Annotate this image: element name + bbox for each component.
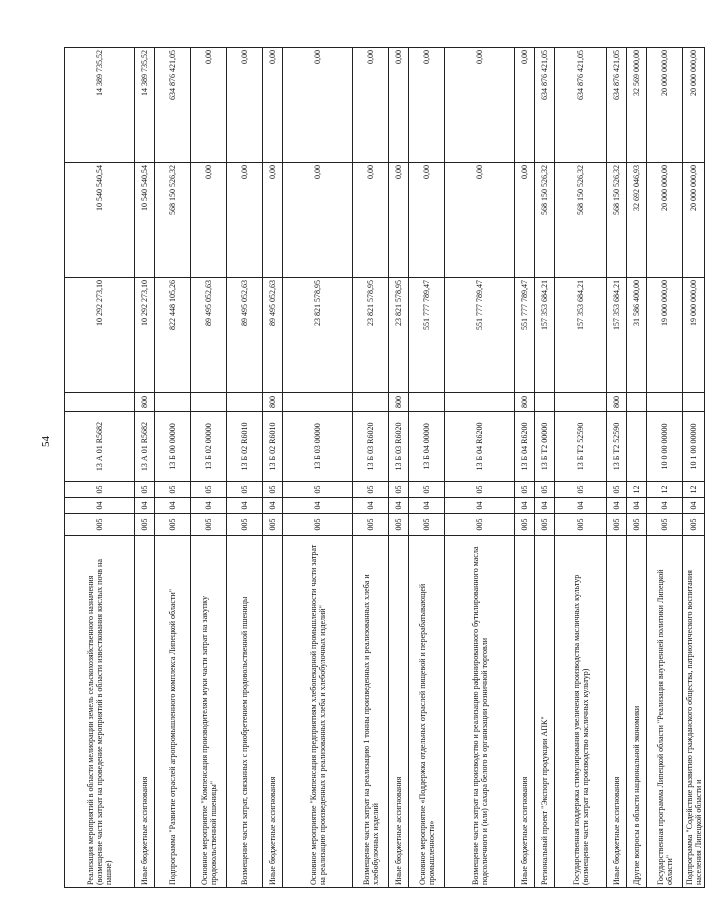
table-row: [647, 48, 683, 888]
table-row: [263, 48, 283, 888]
razdel-cell: 04: [135, 498, 155, 514]
amount-year2-cell: 32 692 046,93: [627, 163, 647, 278]
row-name-cell: Подпрограмма "Развитие отраслей агропромышленного комплекса Липецкой области": [155, 536, 191, 888]
table-row: [135, 48, 155, 888]
target-article-cell: 13 Б 02 00000: [191, 412, 227, 482]
razdel-cell: 04: [515, 498, 535, 514]
amount-year1-cell: 23 821 578,95: [283, 278, 353, 393]
amount-year1-cell: 19 000 000,00: [683, 278, 705, 393]
table-row: [389, 48, 409, 888]
row-name-cell: Основное мероприятие "Компенсация производителям муки части затрат на закупку продовольственной пшеницы": [191, 536, 227, 888]
amount-year2-cell: 0,00: [353, 163, 389, 278]
razdel-cell: 04: [409, 498, 445, 514]
expense-type-cell: [191, 393, 227, 412]
podrazdel-cell: 05: [155, 482, 191, 498]
glava-cell: 005: [389, 514, 409, 536]
expense-type-cell: [65, 393, 135, 412]
amount-year3-cell: 0,00: [445, 48, 515, 163]
amount-year3-cell: 32 569 000,00: [627, 48, 647, 163]
target-article-cell: 10 0 00 00000: [647, 412, 683, 482]
amount-year1-cell: 23 821 578,95: [389, 278, 409, 393]
razdel-cell: 04: [647, 498, 683, 514]
amount-year1-cell: 157 353 684,21: [535, 278, 555, 393]
podrazdel-cell: 05: [135, 482, 155, 498]
amount-year1-cell: 19 000 000,00: [647, 278, 683, 393]
amount-year1-cell: 551 777 789,47: [445, 278, 515, 393]
amount-year1-cell: 157 353 684,21: [555, 278, 607, 393]
amount-year3-cell: 0,00: [283, 48, 353, 163]
expense-type-cell: [353, 393, 389, 412]
podrazdel-cell: 05: [555, 482, 607, 498]
row-name-cell: Возмещение части затрат на производство и реализацию рафинированного бутилированного масла подсолнечного и (или) сахара белого в организации розничной торговли: [445, 536, 515, 888]
razdel-cell: 04: [389, 498, 409, 514]
expense-type-cell: 800: [607, 393, 627, 412]
row-name-cell: Другие вопросы в области национальной экономики: [627, 536, 647, 888]
glava-cell: 005: [607, 514, 627, 536]
row-name-cell: Государственная программа Липецкой области "Реализация внутренней политики Липецкой области": [647, 536, 683, 888]
row-name-cell: Иные бюджетные ассигнования: [607, 536, 627, 888]
target-article-cell: 13 Б 03 R6020: [353, 412, 389, 482]
table-row: [607, 48, 627, 888]
target-article-cell: [627, 412, 647, 482]
row-name-cell: Возмещение части затрат на реализацию 1 тонны произведенных и реализованных хлеба и хлебобулочных изделий: [353, 536, 389, 888]
expense-type-cell: [555, 393, 607, 412]
glava-cell: 005: [555, 514, 607, 536]
glava-cell: 005: [155, 514, 191, 536]
amount-year2-cell: 0,00: [389, 163, 409, 278]
row-name-cell: Иные бюджетные ассигнования: [263, 536, 283, 888]
razdel-cell: 04: [155, 498, 191, 514]
podrazdel-cell: 12: [627, 482, 647, 498]
table-row: [283, 48, 353, 888]
row-name-cell: Иные бюджетные ассигнования: [135, 536, 155, 888]
amount-year3-cell: 0,00: [263, 48, 283, 163]
razdel-cell: 04: [535, 498, 555, 514]
table-row: [515, 48, 535, 888]
table-row: [227, 48, 263, 888]
expense-type-cell: 800: [135, 393, 155, 412]
target-article-cell: 13 А 01 R5682: [135, 412, 155, 482]
amount-year1-cell: 551 777 789,47: [409, 278, 445, 393]
table-row: [155, 48, 191, 888]
amount-year1-cell: 551 777 789,47: [515, 278, 535, 393]
amount-year3-cell: 634 876 421,05: [155, 48, 191, 163]
row-name-cell: Возмещение части затрат, связанных с приобретением продовольственной пшеницы: [227, 536, 263, 888]
expense-type-cell: [227, 393, 263, 412]
podrazdel-cell: 05: [409, 482, 445, 498]
glava-cell: 005: [135, 514, 155, 536]
amount-year3-cell: 0,00: [409, 48, 445, 163]
glava-cell: 005: [353, 514, 389, 536]
glava-cell: 005: [283, 514, 353, 536]
razdel-cell: 04: [353, 498, 389, 514]
glava-cell: 005: [445, 514, 515, 536]
target-article-cell: 13 Б 00 00000: [155, 412, 191, 482]
amount-year2-cell: 20 000 000,00: [683, 163, 705, 278]
rotated-page: [64, 48, 703, 888]
target-article-cell: 13 Б Т2 52590: [607, 412, 627, 482]
podrazdel-cell: 05: [353, 482, 389, 498]
amount-year1-cell: 822 448 105,26: [155, 278, 191, 393]
amount-year2-cell: 568 150 526,32: [155, 163, 191, 278]
expense-type-cell: [627, 393, 647, 412]
razdel-cell: 04: [445, 498, 515, 514]
amount-year3-cell: 634 876 421,05: [555, 48, 607, 163]
amount-year3-cell: 20 000 000,00: [647, 48, 683, 163]
amount-year1-cell: 10 292 273,10: [135, 278, 155, 393]
amount-year3-cell: 14 389 735,52: [65, 48, 135, 163]
row-name-cell: Подпрограмма "Содействие развитию гражданского общества, патриотического воспитания населения Липецкой области и: [683, 536, 705, 888]
expense-type-cell: [535, 393, 555, 412]
table-row: [683, 48, 705, 888]
amount-year2-cell: 0,00: [283, 163, 353, 278]
amount-year1-cell: 89 495 052,63: [191, 278, 227, 393]
amount-year2-cell: 568 150 526,32: [555, 163, 607, 278]
row-name-cell: Иные бюджетные ассигнования: [389, 536, 409, 888]
budget-table: [64, 47, 705, 888]
amount-year3-cell: 634 876 421,05: [607, 48, 627, 163]
amount-year2-cell: 0,00: [445, 163, 515, 278]
amount-year2-cell: 0,00: [515, 163, 535, 278]
glava-cell: 005: [409, 514, 445, 536]
podrazdel-cell: 12: [647, 482, 683, 498]
amount-year2-cell: 0,00: [263, 163, 283, 278]
expense-type-cell: [683, 393, 705, 412]
table-row: [555, 48, 607, 888]
table-row: [409, 48, 445, 888]
table-row: [353, 48, 389, 888]
glava-cell: 005: [627, 514, 647, 536]
row-name-cell: Иные бюджетные ассигнования: [515, 536, 535, 888]
table-row: [627, 48, 647, 888]
amount-year3-cell: 0,00: [515, 48, 535, 163]
table-body: [65, 48, 705, 888]
amount-year2-cell: 10 540 540,54: [135, 163, 155, 278]
target-article-cell: 13 Б 03 R6020: [389, 412, 409, 482]
podrazdel-cell: 05: [227, 482, 263, 498]
razdel-cell: 04: [283, 498, 353, 514]
target-article-cell: 13 Б 02 R6010: [263, 412, 283, 482]
amount-year3-cell: 0,00: [389, 48, 409, 163]
glava-cell: 005: [535, 514, 555, 536]
expense-type-cell: [409, 393, 445, 412]
amount-year2-cell: 0,00: [409, 163, 445, 278]
podrazdel-cell: 05: [515, 482, 535, 498]
target-article-cell: 13 Б 04 R6200: [445, 412, 515, 482]
table-row: [445, 48, 515, 888]
podrazdel-cell: 12: [683, 482, 705, 498]
row-name-cell: Государственная поддержка стимулирования увеличения производства масличных культур (возмещение части затрат на производство масличных культур): [555, 536, 607, 888]
target-article-cell: 13 А 01 R5682: [65, 412, 135, 482]
podrazdel-cell: 05: [607, 482, 627, 498]
razdel-cell: 04: [555, 498, 607, 514]
amount-year2-cell: 10 540 540,54: [65, 163, 135, 278]
amount-year1-cell: 23 821 578,95: [353, 278, 389, 393]
row-name-cell: Основное мероприятие «Поддержка отдельных отраслей пищевой и перерабатывающей промышленности»: [409, 536, 445, 888]
expense-type-cell: [155, 393, 191, 412]
razdel-cell: 04: [607, 498, 627, 514]
podrazdel-cell: 05: [65, 482, 135, 498]
row-name-cell: Основное мероприятие "Компенсация предприятиям хлебопекарной промышленности части затрат на реализацию произведенных и реализованных хлеба и хлебобулочных изделий": [283, 536, 353, 888]
target-article-cell: 13 Б Т2 52590: [555, 412, 607, 482]
amount-year3-cell: 0,00: [353, 48, 389, 163]
amount-year2-cell: 0,00: [227, 163, 263, 278]
glava-cell: 005: [227, 514, 263, 536]
amount-year2-cell: 568 150 526,32: [535, 163, 555, 278]
amount-year3-cell: 14 389 735,52: [135, 48, 155, 163]
table-row: [191, 48, 227, 888]
page-number: 54: [40, 436, 52, 447]
razdel-cell: 04: [627, 498, 647, 514]
target-article-cell: 13 Б 02 R6010: [227, 412, 263, 482]
razdel-cell: 04: [227, 498, 263, 514]
glava-cell: 005: [263, 514, 283, 536]
expense-type-cell: [283, 393, 353, 412]
amount-year1-cell: 31 586 400,00: [627, 278, 647, 393]
razdel-cell: 04: [191, 498, 227, 514]
podrazdel-cell: 05: [389, 482, 409, 498]
target-article-cell: 13 Б 04 00000: [409, 412, 445, 482]
amount-year2-cell: 20 000 000,00: [647, 163, 683, 278]
amount-year3-cell: 634 876 421,05: [535, 48, 555, 163]
glava-cell: 005: [515, 514, 535, 536]
amount-year2-cell: 568 150 526,32: [607, 163, 627, 278]
target-article-cell: 13 Б Т2 00000: [535, 412, 555, 482]
amount-year3-cell: 0,00: [191, 48, 227, 163]
target-article-cell: 10 1 00 00000: [683, 412, 705, 482]
razdel-cell: 04: [683, 498, 705, 514]
expense-type-cell: 800: [389, 393, 409, 412]
amount-year1-cell: 157 353 684,21: [607, 278, 627, 393]
expense-type-cell: 800: [515, 393, 535, 412]
row-name-cell: Реализация мероприятий в области мелиорации земель сельскохозяйственного назначения (возмещение части затрат на проведение мероприятий в области известкования кислых почв на пашне): [65, 536, 135, 888]
podrazdel-cell: 05: [191, 482, 227, 498]
amount-year2-cell: 0,00: [191, 163, 227, 278]
row-name-cell: Региональный проект "Экспорт продукции АПК": [535, 536, 555, 888]
glava-cell: 005: [191, 514, 227, 536]
podrazdel-cell: 05: [535, 482, 555, 498]
glava-cell: 005: [683, 514, 705, 536]
podrazdel-cell: 05: [263, 482, 283, 498]
glava-cell: 005: [65, 514, 135, 536]
table-row: [535, 48, 555, 888]
glava-cell: 005: [647, 514, 683, 536]
razdel-cell: 04: [65, 498, 135, 514]
table-row: [65, 48, 135, 888]
amount-year3-cell: 0,00: [227, 48, 263, 163]
amount-year1-cell: 89 495 052,63: [263, 278, 283, 393]
amount-year1-cell: 10 292 273,10: [65, 278, 135, 393]
podrazdel-cell: 05: [445, 482, 515, 498]
amount-year3-cell: 20 000 000,00: [683, 48, 705, 163]
podrazdel-cell: 05: [283, 482, 353, 498]
expense-type-cell: 800: [263, 393, 283, 412]
razdel-cell: 04: [263, 498, 283, 514]
target-article-cell: 13 Б 03 00000: [283, 412, 353, 482]
expense-type-cell: [647, 393, 683, 412]
amount-year1-cell: 89 495 052,63: [227, 278, 263, 393]
target-article-cell: 13 Б 04 R6200: [515, 412, 535, 482]
expense-type-cell: [445, 393, 515, 412]
